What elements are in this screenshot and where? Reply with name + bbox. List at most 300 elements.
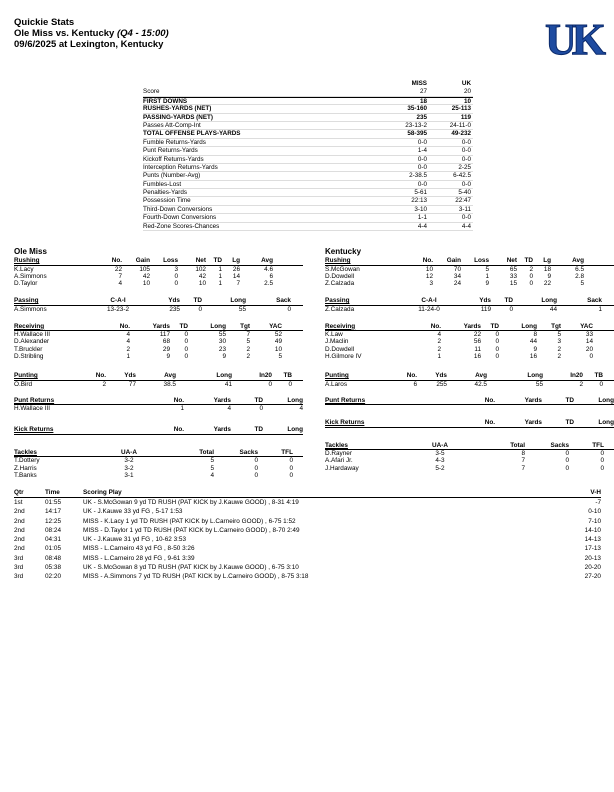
team-name: Ole Miss [14, 247, 47, 256]
column-header: Long [210, 322, 226, 330]
section-tackles [325, 442, 614, 472]
team-stats-row [143, 181, 473, 189]
scoring-qtr: 3rd [14, 554, 24, 562]
column-header: In20 [259, 372, 272, 379]
scoring-row [14, 517, 601, 526]
stat-cell: 11 [474, 345, 481, 353]
stat-label: Red-Zone Scores-Chances [143, 222, 220, 230]
stat-cell: 7 [118, 272, 122, 280]
stat-cell: 0 [565, 450, 569, 458]
stat-cell: 1 [218, 279, 222, 287]
stat-cell: 8 [521, 450, 525, 458]
stat-cell: 9 [533, 345, 537, 353]
stat-label: FIRST DOWNS [143, 97, 188, 105]
column-header: Long [287, 396, 303, 404]
stat-cell: 12 [425, 272, 433, 280]
team-stats-header [143, 80, 473, 88]
column-header: Receiving [325, 322, 356, 330]
player-row [14, 472, 303, 479]
player-row [14, 346, 303, 353]
stat-value-uk: 25-113 [451, 105, 471, 113]
scoring-row [14, 544, 601, 553]
player-row [14, 381, 303, 388]
stat-cell: 5 [246, 338, 250, 346]
stat-cell: 0 [174, 279, 178, 287]
scoring-play: MISS - K.Lacy 1 yd TD RUSH (PAT KICK by L.Carneiro GOOD) , 6-75 1:52 [83, 517, 296, 525]
player-name: K.Lacy [14, 265, 34, 273]
kentucky-logo [545, 15, 601, 64]
column-header: Yards [463, 322, 481, 330]
stat-cell: 22 [114, 265, 122, 273]
stat-cell: 15 [509, 279, 517, 287]
section-punting [14, 372, 303, 388]
stat-value-miss: 1-4 [417, 147, 427, 155]
player-row [14, 331, 303, 338]
stat-cell: 102 [195, 265, 206, 273]
stat-cell: 9 [485, 279, 489, 287]
scoring-vh: 27-20 [584, 573, 601, 581]
player-row [325, 280, 614, 287]
column-header: TD [213, 257, 222, 264]
stat-cell: 5 [557, 331, 561, 339]
stat-value-miss: 27 [419, 88, 427, 96]
column-header: Sacks [239, 448, 258, 456]
stat-value-uk: 49-232 [451, 130, 471, 138]
stat-cell: 6 [413, 380, 417, 388]
team-stats-table [143, 80, 473, 231]
stat-value-uk: 0-0 [461, 147, 471, 155]
player-name: J.Hardaway [325, 464, 359, 472]
stat-cell: 7 [521, 457, 525, 465]
column-header: TD [490, 322, 499, 330]
stat-cell: 6 [269, 272, 273, 280]
section-punting [325, 372, 614, 388]
player-name: T.Bruckler [14, 345, 43, 353]
stat-cell: 0 [289, 457, 293, 465]
scoring-vh: 20-13 [584, 554, 601, 562]
stat-cell: 38.5 [163, 380, 176, 388]
player-row [325, 465, 614, 472]
player-row [325, 266, 614, 273]
section-receiving [14, 323, 303, 360]
stat-value-uk: 10 [463, 97, 471, 105]
stat-cell: 0 [495, 338, 499, 346]
scoring-row [14, 563, 601, 572]
stat-value-miss: 0-0 [417, 180, 427, 188]
column-header: TD [565, 419, 574, 427]
stat-cell: 52 [274, 331, 282, 339]
stat-cell: 29 [162, 345, 170, 353]
stat-cell: 2 [437, 345, 441, 353]
stat-cell: 0 [174, 272, 178, 280]
column-header: No. [430, 322, 441, 330]
player-row [14, 405, 303, 412]
scoring-col-time: Time [45, 489, 60, 496]
stat-cell: 0 [259, 405, 263, 413]
column-header: Yds [168, 297, 180, 305]
stat-cell: 0 [184, 352, 188, 360]
column-header: No. [95, 372, 106, 379]
stat-cell: 2 [557, 345, 561, 353]
stat-label: Possession Time [143, 197, 191, 205]
stat-cell: 4 [126, 331, 130, 339]
stat-cell: 7 [246, 331, 250, 339]
stat-cell: 6.5 [575, 265, 584, 273]
stat-cell: 34 [453, 272, 461, 280]
column-header: Long [230, 297, 246, 305]
stat-cell: 1 [180, 405, 184, 413]
column-header: Long [521, 322, 537, 330]
stat-cell: 14 [585, 338, 593, 346]
stat-cell: 24 [453, 279, 461, 287]
player-name: O.Bird [14, 380, 33, 388]
stat-label: Passes Att-Comp-Int [143, 121, 201, 129]
stat-cell: 4.6 [264, 265, 273, 273]
scoring-qtr: 2nd [14, 536, 25, 544]
column-header: TB [594, 372, 603, 379]
section-rushing [14, 257, 303, 287]
column-header: TD [193, 297, 202, 305]
team-box-kentucky [325, 246, 614, 480]
player-row [325, 450, 614, 457]
column-header: Yards [524, 419, 542, 427]
stat-cell: 0 [495, 345, 499, 353]
player-name: D.Rayner [325, 450, 352, 458]
column-header: Punting [14, 372, 38, 379]
section-receiving [325, 323, 614, 360]
scoring-row [14, 507, 601, 516]
column-header: C-A-I [421, 297, 437, 305]
stat-cell: 0 [600, 450, 604, 458]
section-header [14, 449, 303, 458]
scoring-vh: 20-20 [584, 564, 601, 572]
stat-value-miss: 58-395 [407, 130, 427, 138]
column-header: Punting [325, 372, 349, 379]
stat-cell: 16 [529, 352, 537, 360]
stat-cell: 0 [509, 305, 513, 313]
scoring-vh: -7 [595, 499, 601, 506]
column-header: Yards [213, 396, 231, 404]
stat-value-miss: 18 [419, 97, 427, 105]
stat-cell: 42.5 [474, 380, 487, 388]
column-header: No. [111, 257, 122, 264]
scoring-qtr: 2nd [14, 517, 25, 525]
scoring-play: UK - J.Kauwe 31 yd FG , 10-62 3:53 [83, 536, 187, 544]
stat-cell: 33 [509, 272, 517, 280]
column-header: Yards [213, 426, 231, 434]
team-stats-row [143, 105, 473, 113]
stat-cell: 10 [142, 279, 150, 287]
stat-cell: 1 [126, 352, 130, 360]
stat-cell: 7 [236, 279, 240, 287]
player-row [325, 306, 614, 313]
scoring-play: UK - S.McGowan 8 yd TD RUSH (PAT KICK by J.Kauwe GOOD) , 6-75 3:10 [83, 564, 299, 572]
section-header [325, 442, 614, 451]
player-name: A.Afari Jr. [325, 457, 353, 465]
stat-label: Third-Down Conversions [143, 205, 213, 213]
stat-value-miss: 0-0 [417, 138, 427, 146]
column-header: No. [484, 419, 495, 427]
column-header: Rushing [325, 257, 351, 264]
stat-cell: 235 [169, 305, 180, 313]
stat-cell: 5 [580, 279, 584, 287]
stat-value-miss: 5-61 [414, 189, 427, 197]
scoring-play: UK - S.McGowan 9 yd TD RUSH (PAT KICK by J.Kauwe GOOD) , 8-31 4:19 [83, 499, 299, 506]
section-kick-returns [325, 419, 614, 428]
column-header: No. [173, 426, 184, 434]
player-name: A.Simmons [14, 305, 47, 313]
player-row [325, 457, 614, 464]
stat-label: Fourth-Down Conversions [143, 214, 217, 222]
column-header: Rushing [14, 257, 40, 264]
stat-cell: 0 [495, 352, 499, 360]
section-header [14, 426, 303, 435]
stat-cell: 0 [184, 338, 188, 346]
matchup: Ole Miss vs. Kentucky [14, 28, 115, 39]
scoring-row [14, 526, 601, 535]
stat-cell: 11-24-0 [418, 305, 440, 313]
column-header: Tgt [240, 322, 250, 330]
team-stats-row [143, 130, 473, 138]
team-stats-row [143, 114, 473, 122]
scoring-qtr: 1st [14, 499, 23, 506]
scoring-row [14, 572, 601, 581]
column-header: Passing [325, 297, 350, 305]
stat-cell: 2 [579, 380, 583, 388]
column-header: Passing [14, 297, 39, 305]
stat-cell: 22 [473, 331, 481, 339]
stat-cell: 0 [529, 272, 533, 280]
stat-cell: 4 [118, 279, 122, 287]
stat-cell: 3-5 [435, 450, 445, 458]
column-header: No. [422, 257, 433, 264]
section-header [325, 419, 614, 428]
section-header [325, 323, 614, 332]
team-stats-row [143, 189, 473, 197]
stat-cell: 0 [599, 380, 603, 388]
column-header: UA-A [121, 448, 137, 456]
player-name: D.Stribling [14, 352, 44, 360]
stat-cell: 5 [210, 464, 214, 472]
player-name: H.Wallace III [14, 405, 50, 413]
player-name: H.Wallace III [14, 331, 50, 339]
stat-value-uk: 0-0 [461, 180, 471, 188]
scoring-header [14, 489, 601, 498]
player-row [325, 353, 614, 360]
stat-cell: 2 [126, 345, 130, 353]
stat-cell: 0 [268, 380, 272, 388]
stat-value-miss: 3-10 [414, 205, 427, 213]
column-header: In20 [570, 372, 583, 379]
stat-cell: 55 [218, 331, 226, 339]
scoring-time: 05:38 [45, 564, 61, 572]
player-row [14, 273, 303, 280]
scoring-play: MISS - D.Taylor 1 yd TD RUSH (PAT KICK by L.Carneiro GOOD) , 8-70 2:49 [83, 526, 300, 534]
stat-label: Fumbles-Lost [143, 180, 182, 188]
player-row [325, 331, 614, 338]
stat-cell: 4 [126, 338, 130, 346]
stat-value-uk: 119 [460, 113, 471, 121]
stat-cell: 23 [218, 345, 226, 353]
team-stats-row [143, 97, 473, 105]
stat-cell: 0 [254, 457, 258, 465]
column-header: Yards [524, 396, 542, 404]
section-punt-returns [325, 397, 614, 406]
scoring-play: MISS - A.Simmons 7 yd TD RUSH (PAT KICK by L.Carneiro GOOD) , 8-75 3:18 [83, 573, 309, 581]
column-header: Long [216, 372, 232, 379]
column-header: Receiving [14, 322, 45, 330]
stat-cell: 10 [198, 279, 206, 287]
stat-cell: 7 [521, 464, 525, 472]
stat-label: Fumble Returns-Yards [143, 138, 206, 146]
column-header: Avg [164, 372, 176, 379]
column-header: Yds [124, 372, 136, 379]
column-header: Avg [261, 257, 273, 264]
stat-cell: 0 [288, 380, 292, 388]
column-header: Avg [475, 372, 487, 379]
stat-cell: 119 [480, 305, 491, 313]
stat-cell: 0 [184, 331, 188, 339]
scoring-qtr: 2nd [14, 526, 25, 534]
team-stats-row [143, 164, 473, 172]
stat-cell: 1 [598, 305, 602, 313]
player-name: Z.Harris [14, 464, 37, 472]
column-header: Yards [152, 322, 170, 330]
column-header: UA-A [432, 441, 448, 449]
column-header: Lg [543, 257, 551, 264]
stat-cell: 9 [222, 352, 226, 360]
stat-cell: 42 [198, 272, 206, 280]
stat-cell: 2.8 [575, 272, 584, 280]
stat-cell: 2 [437, 338, 441, 346]
column-header: Loss [163, 257, 178, 264]
stat-cell: 56 [473, 338, 481, 346]
scoring-vh: 17-13 [584, 545, 601, 553]
stat-cell: 5-2 [435, 464, 445, 472]
column-header: Long [541, 297, 557, 305]
column-header: Total [510, 441, 525, 449]
section-tackles [14, 449, 303, 479]
stat-cell: 55 [238, 305, 246, 313]
section-header [325, 297, 614, 306]
stat-cell: 49 [274, 338, 282, 346]
player-row [325, 273, 614, 280]
column-header: Net [506, 257, 517, 264]
report-header [14, 17, 169, 50]
stat-value-uk: 5-40 [458, 189, 471, 197]
scoring-row [14, 498, 601, 507]
stat-label: RUSHES-YARDS (NET) [143, 105, 212, 113]
stat-value-uk: 24-11-0 [449, 121, 471, 129]
stat-cell: 2 [557, 352, 561, 360]
player-name: S.McGowan [325, 265, 360, 273]
column-header: No. [406, 372, 417, 379]
team-stats-col-uk: UK [461, 80, 471, 87]
column-header: Punt Returns [325, 396, 366, 404]
column-header: TFL [592, 441, 604, 449]
player-name: H.Gilmore IV [325, 352, 362, 360]
player-name: Z.Calzada [325, 305, 355, 313]
scoring-vh: 7-10 [588, 517, 601, 525]
stat-cell: 0 [289, 471, 293, 479]
stat-cell: 105 [139, 265, 150, 273]
stat-cell: 1 [218, 272, 222, 280]
player-name: J.Maclin [325, 338, 349, 346]
column-header: Tackles [14, 448, 37, 456]
scoring-time: 12:25 [45, 517, 61, 525]
scoring-time: 01:05 [45, 545, 61, 553]
stat-cell: 3-2 [124, 457, 134, 465]
section-header [14, 323, 303, 332]
scoring-play: MISS - L.Carneiro 43 yd FG , 8-50 3:26 [83, 545, 195, 553]
stat-cell: 4-3 [435, 457, 445, 465]
column-header: Kick Returns [14, 426, 54, 434]
stat-cell: 3-2 [124, 464, 134, 472]
section-header [14, 397, 303, 406]
section-header [325, 372, 614, 381]
stat-cell: 2 [102, 380, 106, 388]
stat-cell: 77 [128, 380, 136, 388]
team-box-ole-miss [14, 246, 303, 487]
stat-cell: 4 [299, 405, 303, 413]
stat-value-uk: 4-4 [461, 222, 471, 230]
team-stats-row [143, 223, 473, 231]
column-header: Gain [135, 257, 150, 264]
stat-label: PASSING-YARDS (NET) [143, 113, 213, 121]
section-header [325, 397, 614, 406]
scoring-time: 04:31 [45, 536, 61, 544]
stat-cell: 0 [565, 457, 569, 465]
column-header: C-A-I [110, 297, 126, 305]
stat-cell: 14 [232, 272, 240, 280]
stat-cell: 10 [425, 265, 433, 273]
player-name: K.Law [325, 331, 343, 339]
column-header: TFL [281, 448, 293, 456]
column-header: Punt Returns [14, 396, 55, 404]
stat-label: Score [143, 88, 160, 96]
stat-cell: 1 [437, 352, 441, 360]
stat-cell: 33 [585, 331, 593, 339]
player-row [14, 465, 303, 472]
column-header: Total [199, 448, 214, 456]
section-punt-returns [14, 397, 303, 413]
stat-cell: 255 [436, 380, 447, 388]
stat-cell: 0 [184, 345, 188, 353]
stat-cell: 41 [224, 380, 232, 388]
stat-value-miss: 235 [416, 113, 427, 121]
scoring-qtr: 3rd [14, 573, 24, 581]
player-name: Z.Calzada [325, 279, 355, 287]
stat-label: Punts (Number-Avg) [143, 172, 201, 180]
stat-cell: 22 [543, 279, 551, 287]
team-stats-row [143, 206, 473, 214]
column-header: Sack [587, 297, 602, 305]
scoring-col-qtr: Qtr [14, 489, 24, 496]
column-header: Long [598, 419, 614, 427]
stat-cell: 0 [589, 352, 593, 360]
scoring-qtr: 2nd [14, 545, 25, 553]
stat-value-miss: 2-38.5 [409, 172, 427, 180]
column-header: Tgt [551, 322, 561, 330]
stat-value-miss: 35-160 [407, 105, 427, 113]
stat-value-miss: 0-0 [417, 163, 427, 171]
scoring-time: 08:24 [45, 526, 61, 534]
stat-value-miss: 1-1 [417, 214, 427, 222]
scoring-col-play: Scoring Play [83, 489, 122, 496]
stat-label: Punt Returns-Yards [143, 147, 198, 155]
section-header [14, 297, 303, 306]
stat-cell: 0 [254, 464, 258, 472]
